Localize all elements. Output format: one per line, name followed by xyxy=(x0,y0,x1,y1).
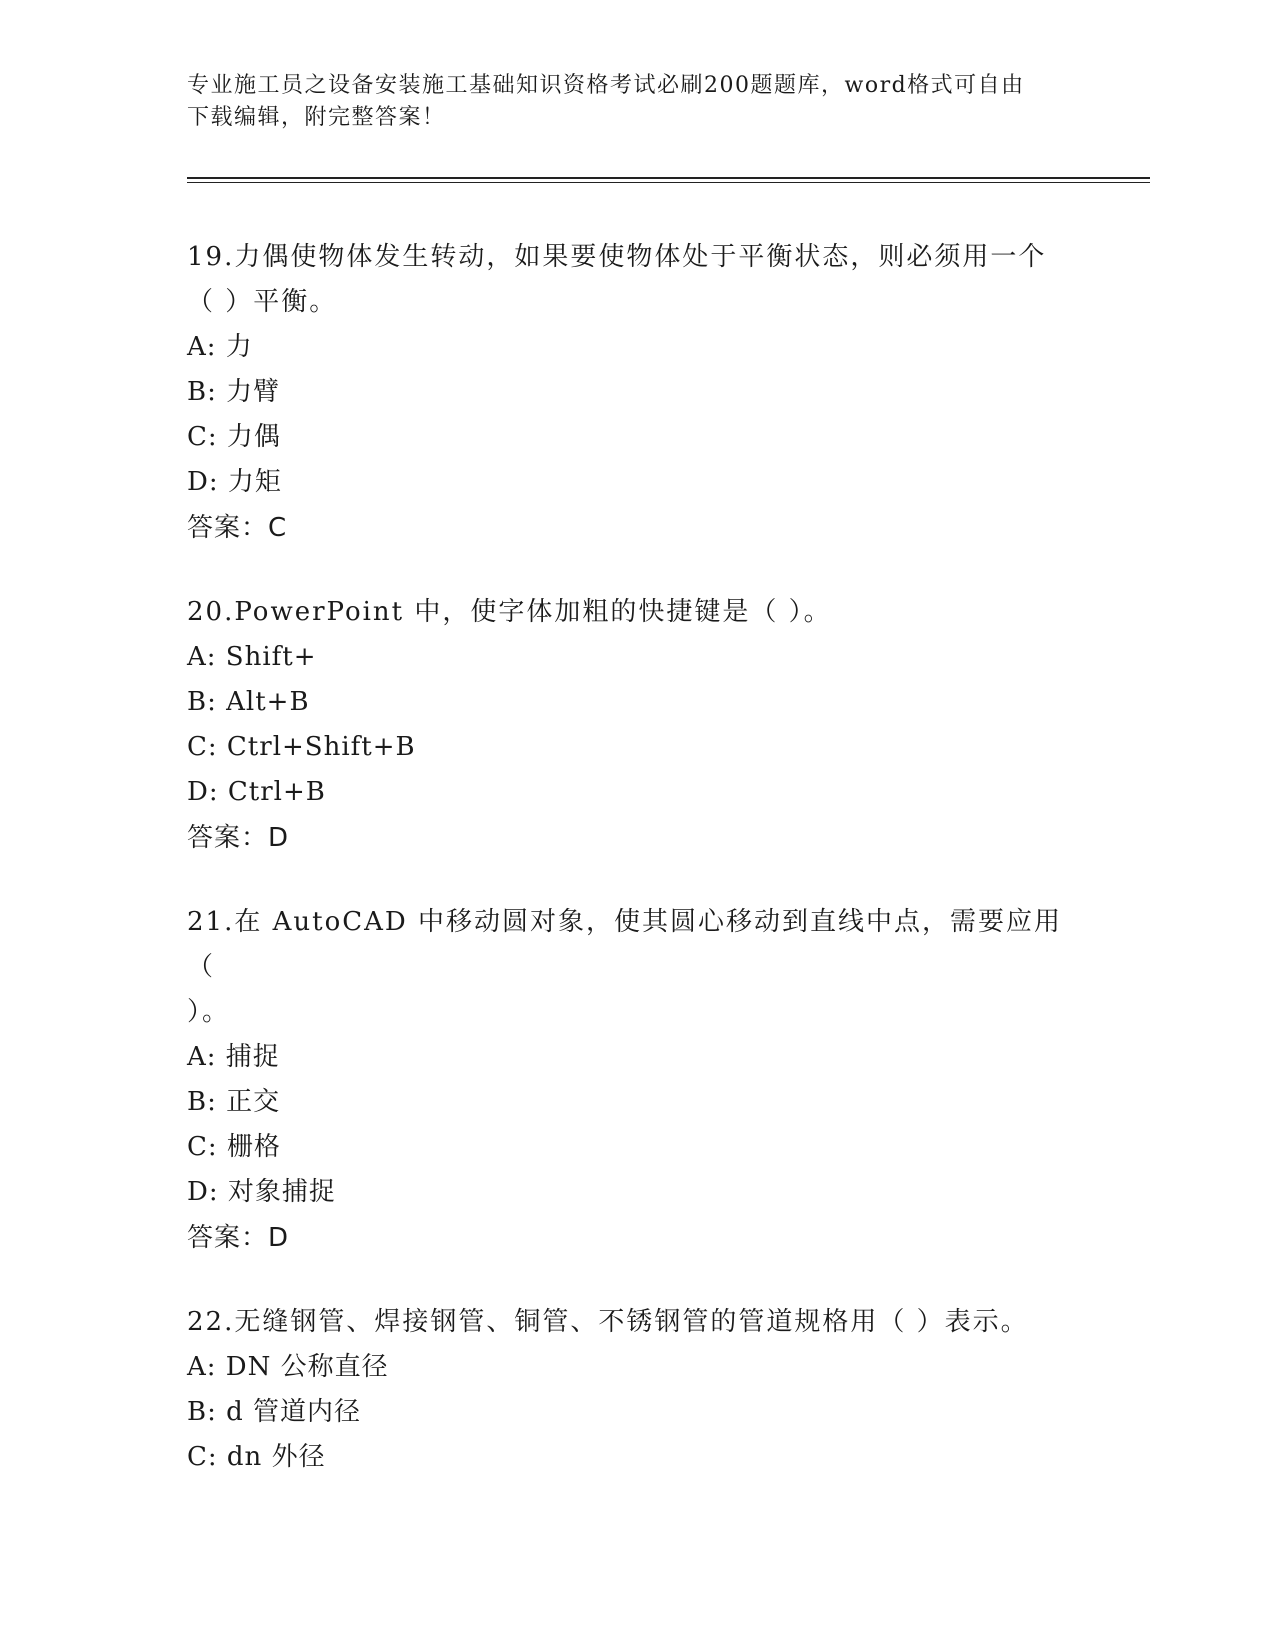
question-stem-line-1: 22.无缝钢管、焊接钢管、铜管、不锈钢管的管道规格用（ ）表示。 xyxy=(187,1307,1029,1337)
option-a: A: 力 xyxy=(187,332,253,362)
document-header xyxy=(187,70,1087,134)
option-b: B: 正交 xyxy=(187,1087,281,1117)
question-list xyxy=(187,235,1087,1519)
option-a: A: DN 公称直径 xyxy=(187,1352,389,1382)
option-b: B: 力臂 xyxy=(187,377,281,407)
question-stem-line-2: ）。 xyxy=(187,997,231,1027)
option-a: A: 捕捉 xyxy=(187,1042,280,1072)
question-stem-line-2: （ ）平衡。 xyxy=(187,287,338,317)
answer: 答案：D xyxy=(187,823,290,853)
option-c: C: dn 外径 xyxy=(187,1442,326,1472)
option-d: D: 对象捕捉 xyxy=(187,1177,336,1207)
question-stem xyxy=(187,235,1087,325)
option-b: B: Alt+B xyxy=(187,687,310,717)
question-stem-line-1: 19.力偶使物体发生转动，如果要使物体处于平衡状态，则必须用一个 xyxy=(187,242,1047,272)
header-divider-thin xyxy=(187,182,1150,183)
question-21 xyxy=(187,900,1087,1261)
question-stem xyxy=(187,590,1087,635)
question-stem xyxy=(187,1300,1087,1345)
option-d: D: Ctrl+B xyxy=(187,777,326,807)
option-b: B: d 管道内径 xyxy=(187,1397,362,1427)
option-c: C: Ctrl+Shift+B xyxy=(187,732,416,762)
header-divider-thick xyxy=(187,177,1150,179)
answer: 答案：D xyxy=(187,1223,290,1253)
option-c: C: 力偶 xyxy=(187,422,281,452)
option-a: A: Shift+ xyxy=(187,642,317,672)
header-title-line-2: 下载编辑，附完整答案！ xyxy=(187,105,446,130)
question-stem xyxy=(187,900,1087,1035)
question-22 xyxy=(187,1300,1087,1480)
question-stem-line-1: 21.在 AutoCAD 中移动圆对象，使其圆心移动到直线中点，需要应用（ xyxy=(187,907,1063,982)
question-stem-line-1: 20.PowerPoint 中，使字体加粗的快捷键是（ ）。 xyxy=(187,597,832,627)
header-title-line-1: 专业施工员之设备安装施工基础知识资格考试必刷200题题库，word格式可自由 xyxy=(187,73,1025,98)
option-d: D: 力矩 xyxy=(187,467,282,497)
answer: 答案：C xyxy=(187,513,288,543)
question-20 xyxy=(187,590,1087,861)
option-c: C: 栅格 xyxy=(187,1132,281,1162)
question-19 xyxy=(187,235,1087,551)
